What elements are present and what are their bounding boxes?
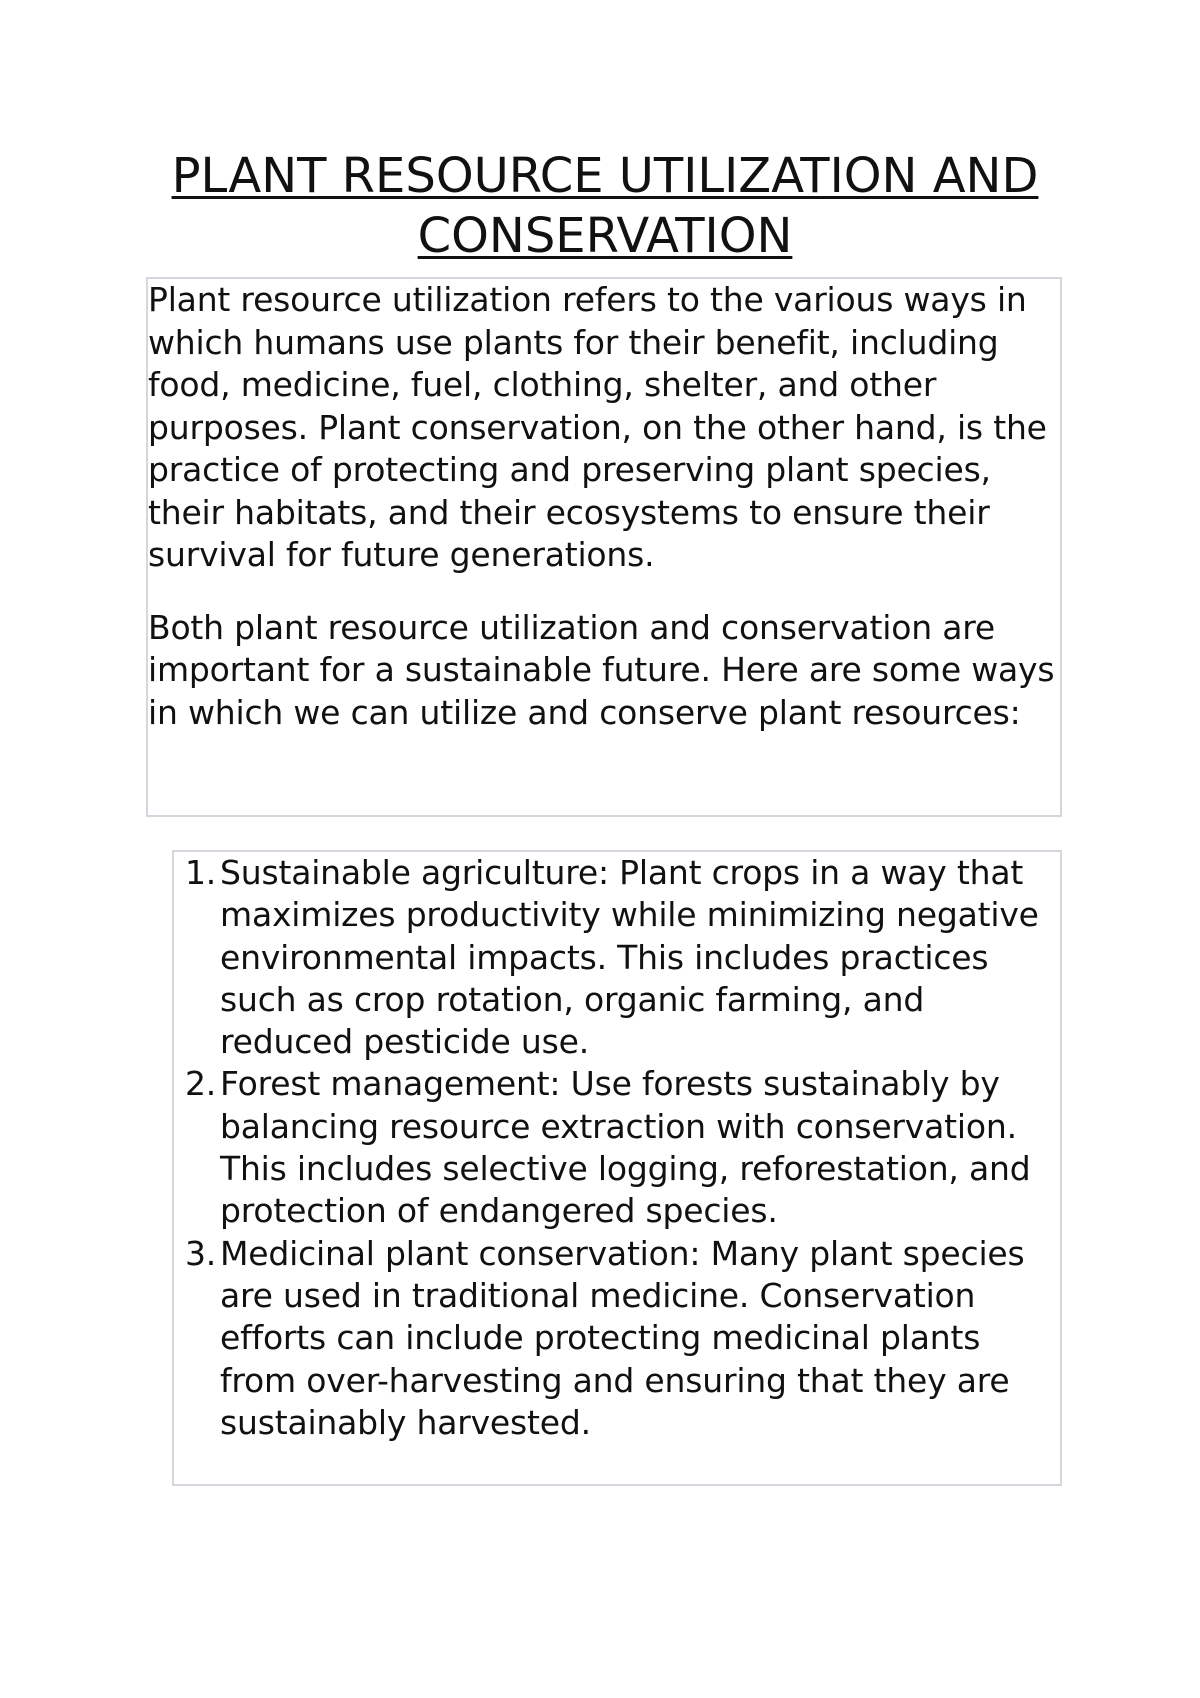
list-item-number: 2. xyxy=(185,1064,217,1104)
numbered-list-box xyxy=(172,850,1062,1486)
list-item-number: 3. xyxy=(185,1233,217,1273)
intro-paragraph-2: Both plant resource utilization and conservation are important for a sustainable future. Here are some ways in which we can utilize and conserve plant resources: xyxy=(148,607,1055,732)
intro-text-box xyxy=(146,277,1062,817)
list-item-text: Forest management: Use forests sustainably by balancing resource extraction with conservation. This includes selective logging, reforestation, and protection of endangered species. xyxy=(220,1064,1031,1231)
list-item-text: Medicinal plant conservation: Many plant species are used in traditional medicine. Conservation efforts can include protecting medicinal plants from over-harvesting and ensuring that they are sustainably harvested. xyxy=(220,1233,1025,1442)
list-item-text: Sustainable agriculture: Plant crops in a way that maximizes productivity while minimizing negative environmental impacts. This includes practices such as crop rotation, organic farming, and reduced pesticide use. xyxy=(220,853,1039,1062)
list-item xyxy=(174,1233,1060,1444)
intro-paragraph-1: Plant resource utilization refers to the various ways in which humans use plants for their benefit, including food, medicine, fuel, clothing, shelter, and other purposes. Plant conservation, on the other hand, is the practice of protecting and preserving plant species, their habitats, and their ecosystems to ensure their survival for future generations. xyxy=(148,280,1047,574)
list-item-number: 1. xyxy=(185,853,217,892)
numbered-list xyxy=(174,852,1060,1444)
list-item xyxy=(174,852,1060,1063)
list-item xyxy=(174,1063,1060,1232)
page-title: PLANT RESOURCE UTILIZATION AND CONSERVATION xyxy=(171,148,1039,264)
